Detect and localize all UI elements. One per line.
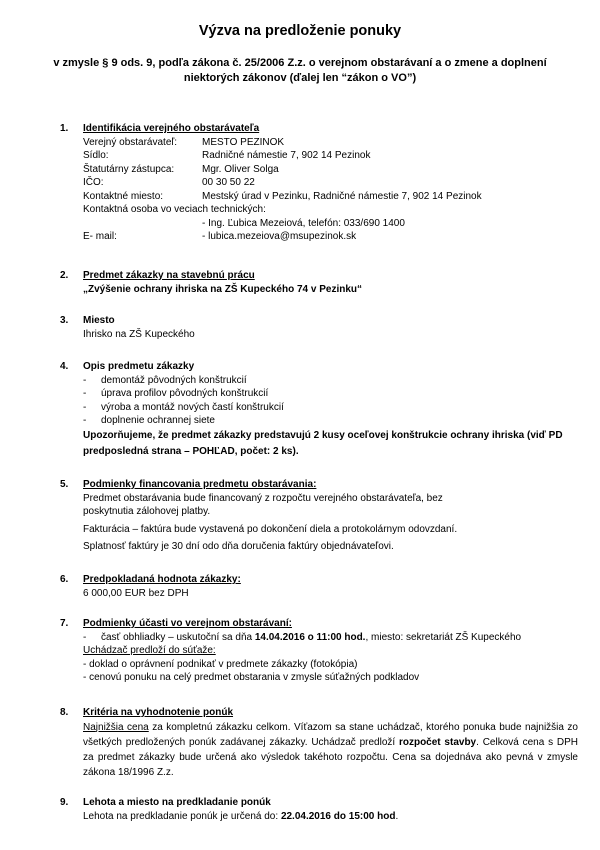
contact-line: Kontaktná osoba vo veciach technických:	[83, 204, 266, 215]
bullet: -	[83, 388, 87, 399]
bullet: -	[83, 415, 87, 426]
info-row	[83, 190, 578, 204]
section-number: 9.	[60, 797, 69, 808]
info-value: Radničné námestie 7, 902 14 Pezinok	[202, 150, 371, 161]
financing-line: Predmet obstarávania bude financovaný z rozpočtu verejného obstarávateľa, bez	[83, 492, 443, 504]
contact-person: - Ing. Ľubica Mezeiová, telefón: 033/690 1400	[202, 217, 405, 229]
location-text: Ihrisko na ZŠ Kupeckého	[83, 328, 195, 340]
list-item	[83, 401, 578, 415]
deadline-date: 22.04.2016 do 15:00 hod	[280, 810, 396, 822]
info-value: Mestský úrad v Pezinku, Radničné námestie 7, 902 14 Pezinok	[202, 190, 482, 202]
section-number: 1.	[60, 123, 69, 134]
list-item-text: demontáž pôvodných konštrukcií	[101, 374, 247, 386]
list-item	[83, 414, 578, 428]
info-value: 00 30 50 22	[202, 177, 255, 188]
info-label: Štatutárny zástupca:	[83, 163, 175, 175]
inspection-date: 14.04.2016 o 11:00 hod.	[254, 631, 366, 643]
section-number: 7.	[60, 618, 69, 629]
page-title: Výzva na predloženie ponuky	[198, 23, 402, 39]
section-heading: Podmienky financovania predmetu obstarávania:	[83, 479, 317, 490]
section-number: 8.	[60, 707, 69, 718]
estimated-value: 6 000,00 EUR bez DPH	[83, 587, 189, 599]
list-item-text: výroba a montáž nových častí konštrukcií	[101, 401, 284, 413]
lowest-price: Najnižšia cena	[83, 721, 149, 733]
requirement-item: - cenovú ponuku na celý predmet obstarania v zmysle súťažných podkladov	[83, 672, 420, 683]
info-label: IČO:	[83, 177, 104, 188]
important-note: Upozorňujeme, že predmet zákazky predstavujú 2 kusy oceľovej konštrukcie ochrany ihriska (viď PD predposledná strana – POHĽAD, počet: 2 ks).	[83, 429, 563, 457]
page-subtitle: v zmysle § 9 ods. 9, podľa zákona č. 25/2006 Z.z. o verejnom obstarávaní a o zmene a doplnení niektorých zákonov (ďalej len “zákon o VO”)	[53, 57, 547, 84]
project-name: „Zvýšenie ochrany ihriska na ZŠ Kupeckého 74 v Pezinku“	[83, 283, 362, 295]
info-value: Mgr. Oliver Solga	[202, 163, 279, 175]
section-number: 5.	[60, 479, 69, 490]
deadline-text: Lehota na predkladanie ponúk je určená do: 22.04.2016 do 15:00 hod.	[83, 810, 399, 822]
list-item-text: časť obhliadky – uskutoční sa dňa 14.04.2016 o 11:00 hod., miesto: sekretariát ZŠ Kupeckého	[101, 631, 522, 643]
email-row	[83, 230, 578, 244]
info-row	[83, 176, 578, 190]
info-row	[83, 149, 578, 163]
invoicing-line: Fakturácia – faktúra bude vystavená po dokončení diela a protokolárnym odovzdaní.	[83, 523, 458, 535]
section-heading: Kritéria na vyhodnotenie ponúk	[83, 707, 234, 718]
sub-heading: Uchádzač predloží do súťaže:	[83, 645, 216, 656]
list-item	[83, 631, 578, 645]
requirement-item: - doklad o oprávnení podnikať v predmete zákazky (fotokópia)	[83, 658, 358, 670]
list-item-text: úprava profilov pôvodných konštrukcií	[101, 388, 269, 399]
section-number: 4.	[60, 361, 69, 372]
section-heading: Lehota a miesto na predkladanie ponúk	[83, 797, 271, 808]
payment-term-line: Splatnosť faktúry je 30 dní odo dňa doručenia faktúry objednávateľovi.	[83, 541, 394, 552]
criteria-paragraph: Najnižšia cena za kompletnú zákazku celkom. Víťazom sa stane uchádzač, ktorého ponuka bude najnižšia zo všetkých predložených ponúk zadávanej zákazky. Uchádzač predloží rozpočet stavby. Celková cena s DPH za predmet zákazky bude určená ako výsledok takéhoto rozpočtu. Cena sa dojednáva ako pevná v zmysle zákona 18/1996 Z.z.	[83, 721, 578, 778]
list-item	[83, 387, 578, 401]
section-heading: Identifikácia verejného obstarávateľa	[83, 123, 260, 134]
list-item	[83, 374, 578, 388]
list-item-text: doplnenie ochrannej siete	[101, 415, 215, 426]
info-label: Kontaktné miesto:	[83, 190, 164, 202]
section-number: 3.	[60, 315, 69, 326]
section-number: 2.	[60, 270, 69, 281]
bullet: -	[83, 374, 87, 386]
bullet: -	[83, 631, 87, 643]
section-heading: Opis predmetu zákazky	[83, 361, 195, 372]
email-label: E- mail:	[83, 231, 117, 242]
info-label: Sídlo:	[83, 150, 109, 161]
info-label: Verejný obstarávateľ:	[83, 136, 178, 148]
section-number: 6.	[60, 574, 69, 585]
section-heading: Predpokladaná hodnota zákazky:	[83, 574, 241, 585]
email-value: - lubica.mezeiova@msupezinok.sk	[202, 231, 357, 242]
info-row	[83, 163, 578, 177]
section-heading: Predmet zákazky na stavebnú prácu	[83, 270, 255, 281]
section-heading: Miesto	[83, 315, 115, 326]
bullet: -	[83, 401, 87, 413]
section-heading: Podmienky účasti vo verejnom obstarávaní:	[83, 618, 292, 629]
info-row	[83, 136, 578, 150]
financing-line: poskytnutia zálohovej platby.	[83, 506, 211, 517]
budget-term: rozpočet stavby	[398, 736, 477, 748]
info-value: MESTO PEZINOK	[202, 136, 285, 148]
